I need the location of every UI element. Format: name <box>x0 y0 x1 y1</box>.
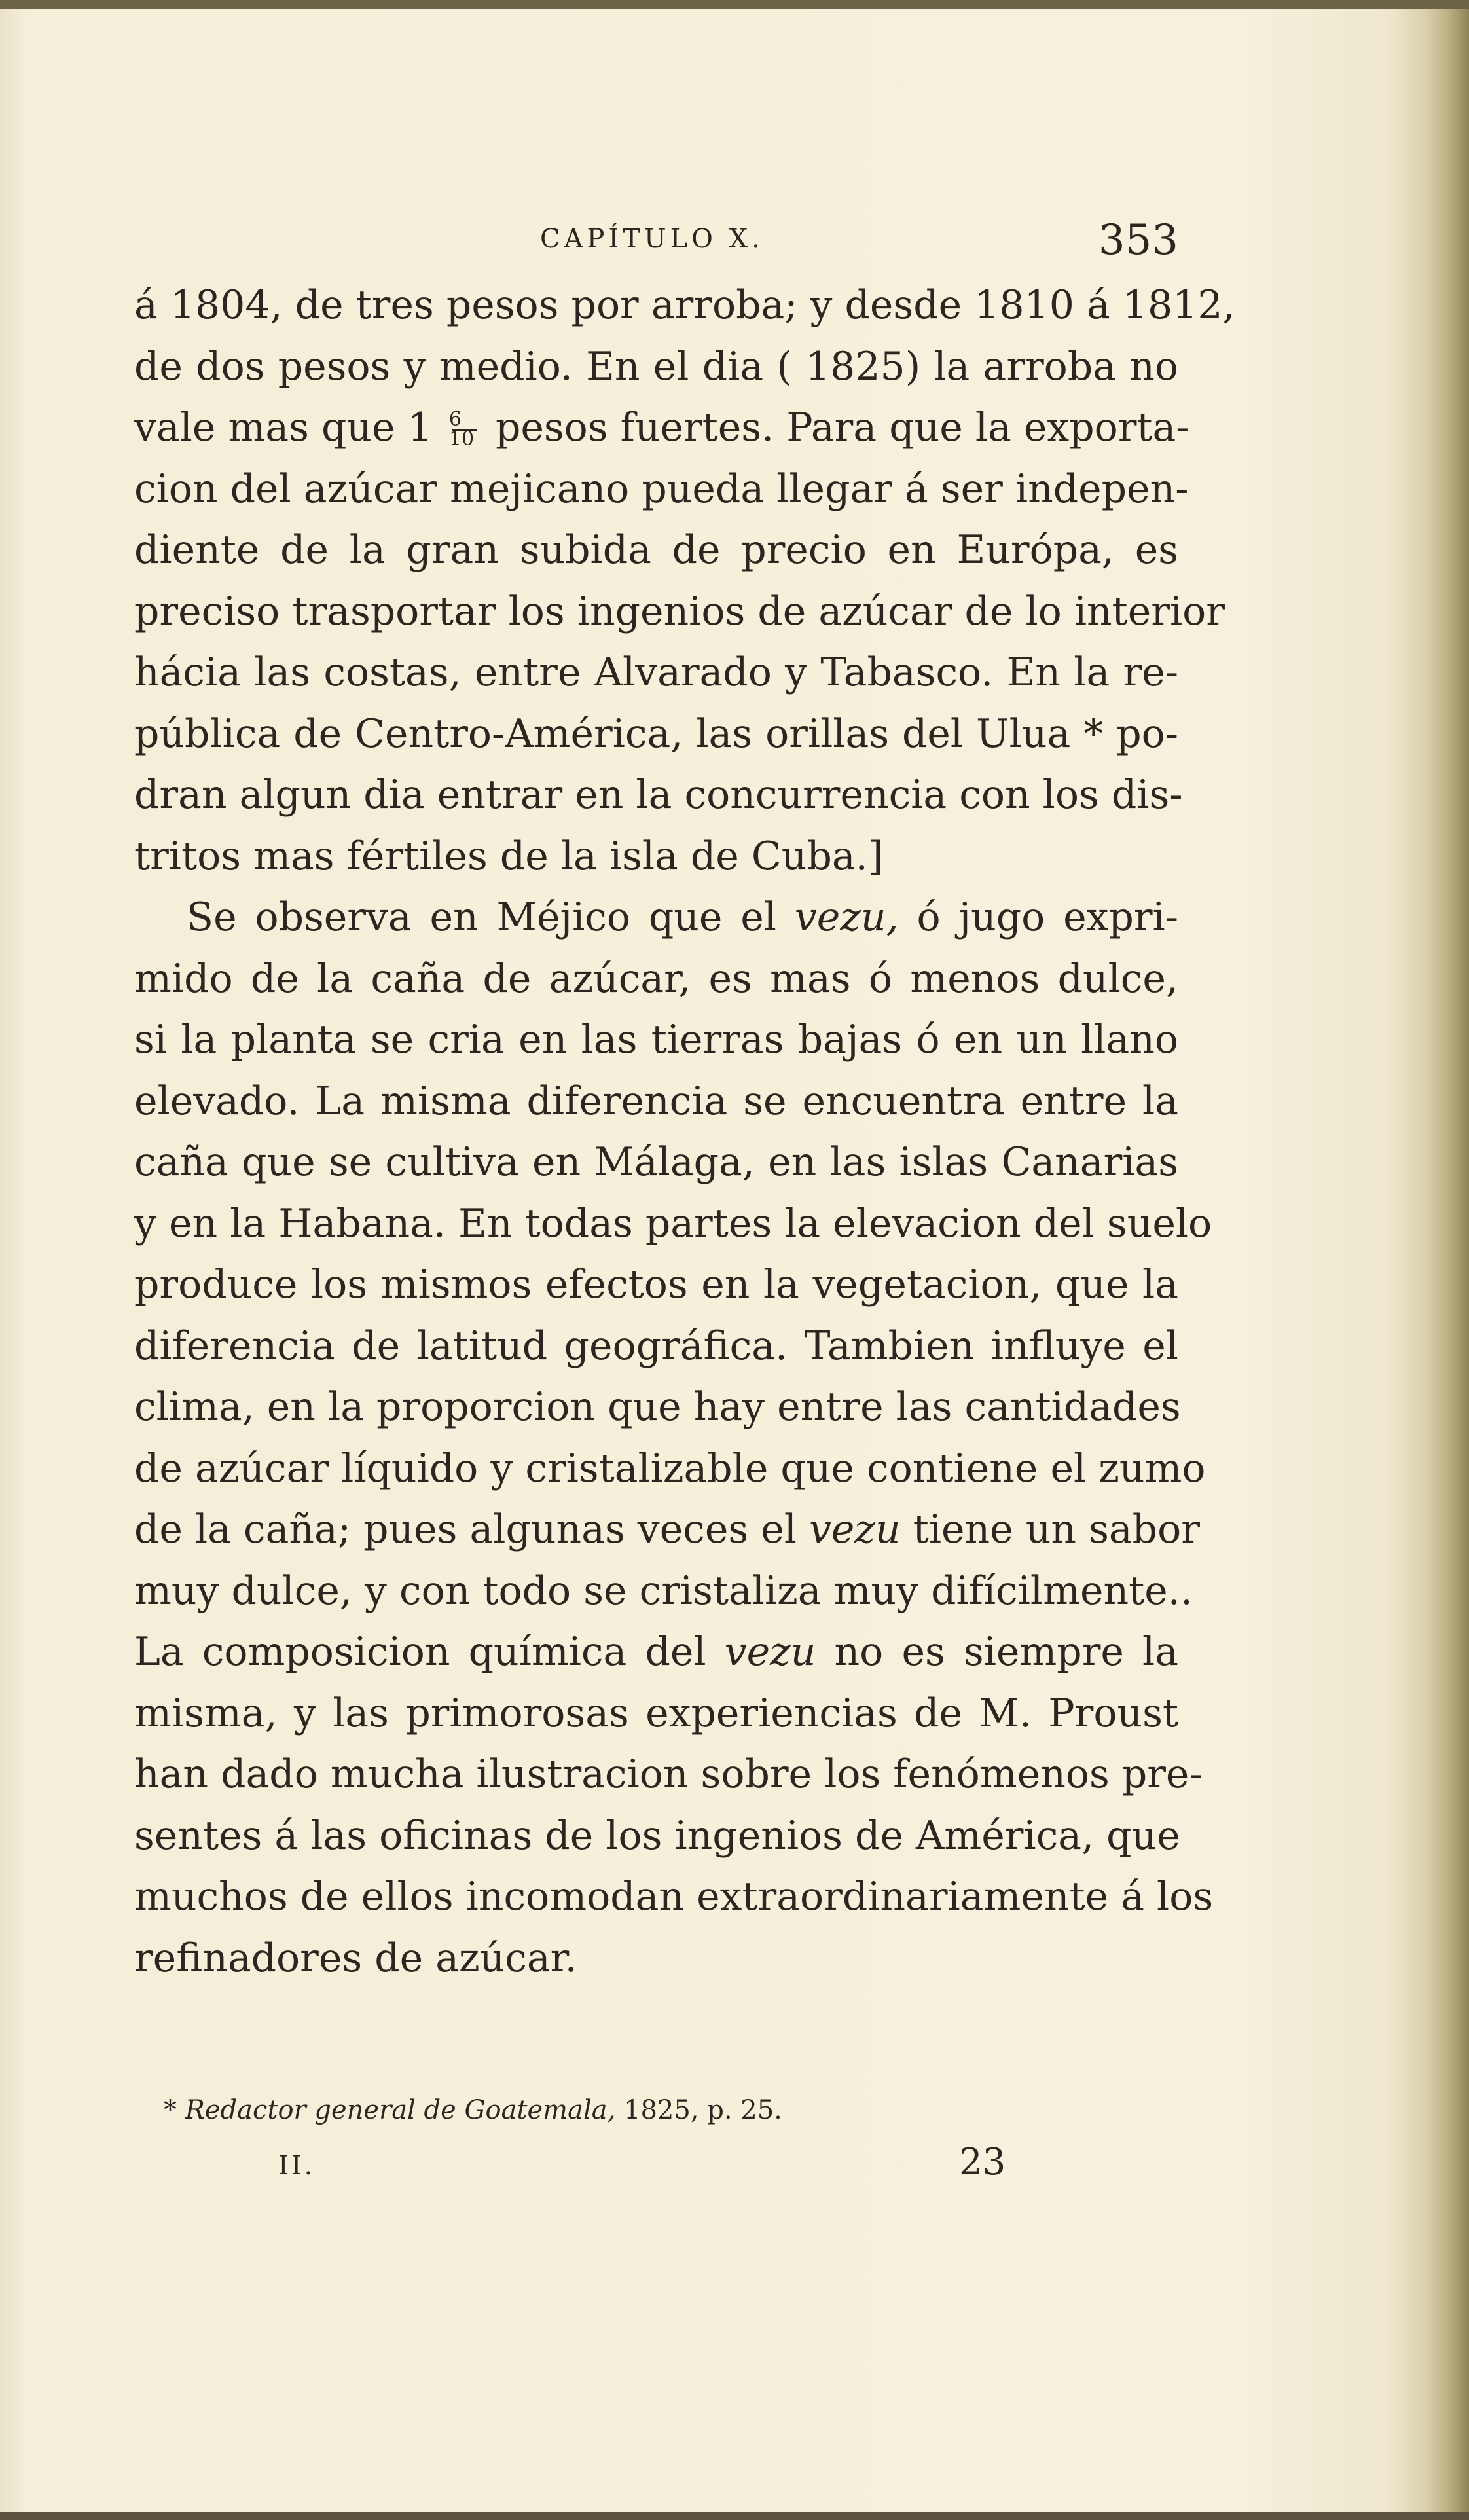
text-line-fraction <box>134 397 1189 459</box>
text-line: pública de Centro-América, las orillas del Ulua * po- <box>134 710 1178 757</box>
text-segment: de la caña; pues algunas veces el <box>134 1507 809 1552</box>
text-segment: ó jugo expri- <box>898 894 1179 940</box>
text-line: de dos pesos y medio. En el dia ( 1825) la arroba no <box>134 343 1178 390</box>
fraction <box>448 408 479 451</box>
text-line: preciso trasportar los ingenios de azúcar de lo interior <box>134 588 1225 634</box>
text-line: y en la Habana. En todas partes la elevacion del suelo <box>134 1200 1212 1247</box>
running-head: CAPÍTULO X. <box>540 224 764 254</box>
text-line: cion del azúcar mejicano pueda llegar á ser indepen- <box>134 466 1189 512</box>
page-top-edge <box>0 0 1469 9</box>
text-line: caña que se cultiva en Málaga, en las islas Canarias <box>134 1139 1178 1185</box>
italic-term: vezu <box>724 1629 816 1675</box>
text-line: hácia las costas, entre Alvarado y Tabasco. En la re- <box>134 649 1178 695</box>
text-line-italic <box>134 887 1178 949</box>
text-segment: tiene un sabor <box>900 1507 1200 1552</box>
text-line: dran algun dia entrar en la concurrencia con los dis- <box>134 772 1183 818</box>
italic-term: vezu, <box>794 894 899 940</box>
text-line-italic <box>134 1499 1200 1561</box>
text-line: refinadores de azúcar. <box>134 1935 577 1981</box>
fraction-denominator: 10 <box>448 428 475 451</box>
footnote-reference: 1825, p. 25. <box>615 2095 782 2125</box>
body-text <box>134 275 1235 1989</box>
text-line: diente de la gran subida de precio en Európa, es <box>134 527 1178 573</box>
fraction-after: pesos fuertes. Para que la exporta- <box>495 405 1189 450</box>
text-line: produce los mismos efectos en la vegetacion, que la <box>134 1262 1178 1307</box>
text-line: elevado. La misma diferencia se encuentra entre la <box>134 1078 1178 1124</box>
text-line: á 1804, de tres pesos por arroba; y desde 1810 á 1812, <box>134 282 1235 328</box>
text-line: muchos de ellos incomodan extraordinariamente á los <box>134 1874 1214 1920</box>
fraction-numerator: 6 <box>448 408 462 431</box>
text-line: de azúcar líquido y cristalizable que contiene el zumo <box>134 1445 1206 1491</box>
text-line: mido de la caña de azúcar, es mas ó menos dulce, <box>134 955 1178 1002</box>
footnote <box>164 2095 1080 2125</box>
volume-signature: II. <box>278 2151 316 2181</box>
sheet-signature: 23 <box>959 2141 1006 2183</box>
page-bottom-edge <box>0 2512 1469 2520</box>
text-line: clima, en la proporcion que hay entre las cantidades <box>134 1384 1181 1430</box>
text-line: muy dulce, y con todo se cristaliza muy difícilmente.. <box>134 1567 1193 1614</box>
text-line: misma, y las primorosas experiencias de M. Proust <box>134 1690 1178 1736</box>
italic-term: vezu <box>808 1507 901 1552</box>
fraction-before: vale mas que 1 <box>134 405 433 450</box>
text-segment: La composicion química del <box>134 1629 725 1675</box>
page-header <box>134 216 1178 275</box>
text-segment: no es siempre la <box>816 1629 1178 1675</box>
text-line: sentes á las oficinas de los ingenios de América, que <box>134 1812 1180 1859</box>
text-line: si la planta se cria en las tierras bajas ó en un llano <box>134 1017 1178 1063</box>
text-segment: Se observa en Méjico que el <box>187 894 795 940</box>
text-line: han dado mucha ilustracion sobre los fenómenos pre- <box>134 1751 1203 1797</box>
text-line: tritos mas fértiles de la isla de Cuba.] <box>134 833 884 879</box>
footnote-title: Redactor general de Goatemala, <box>185 2095 616 2125</box>
text-line-italic <box>134 1622 1178 1683</box>
text-line: diferencia de latitud geográfica. Tambien influye el <box>134 1323 1178 1369</box>
footnote-marker: * <box>164 2095 177 2125</box>
page-number: 353 <box>1098 216 1178 265</box>
